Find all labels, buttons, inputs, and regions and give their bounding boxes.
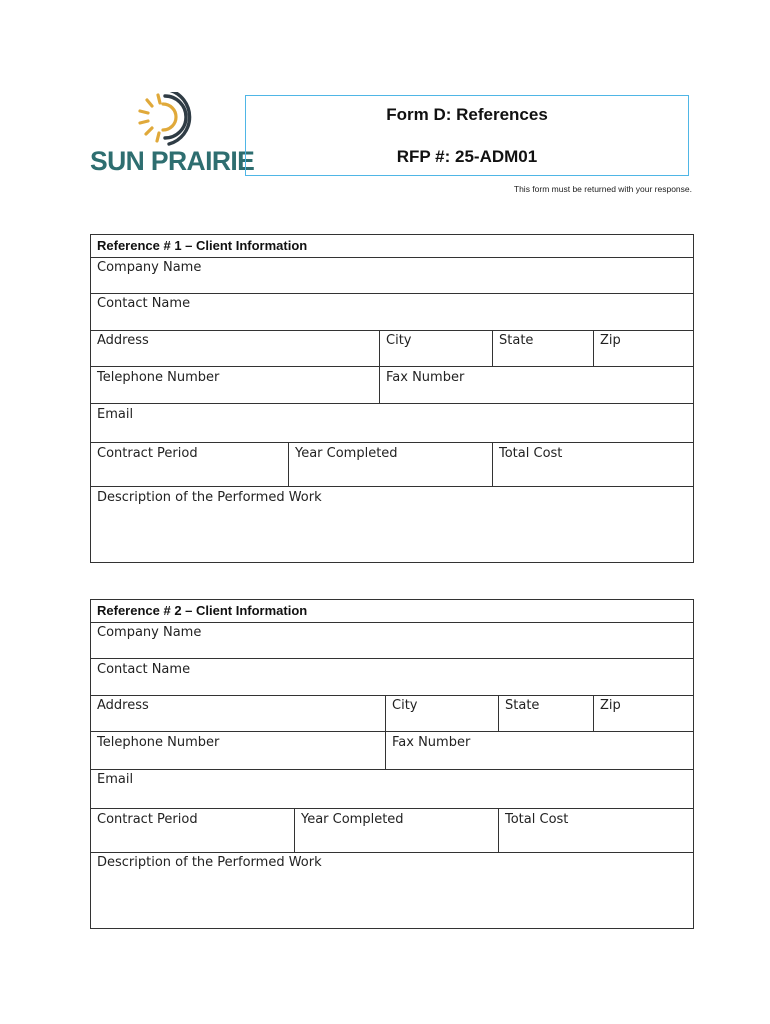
description-field[interactable]: Description of the Performed Work xyxy=(97,855,322,870)
email-field[interactable]: Email xyxy=(97,772,134,787)
form-title: Form D: References xyxy=(386,105,548,124)
zip-field[interactable]: Zip xyxy=(600,698,621,713)
fax-field[interactable]: Fax Number xyxy=(392,735,471,750)
reference-2-table xyxy=(90,599,694,929)
logo-wordmark: SUN PRAIRIE xyxy=(90,146,255,176)
company-name-field[interactable]: Company Name xyxy=(97,260,202,275)
city-field[interactable]: City xyxy=(386,333,412,348)
total-cost-field[interactable]: Total Cost xyxy=(505,812,569,827)
reference-heading: Reference # 1 – Client Information xyxy=(97,238,308,253)
return-note: This form must be returned with your response. xyxy=(513,184,692,194)
contact-name-field[interactable]: Contact Name xyxy=(97,662,191,677)
contact-name-field[interactable]: Contact Name xyxy=(97,296,191,311)
address-field[interactable]: Address xyxy=(97,698,149,713)
sun-logo-icon xyxy=(136,92,196,148)
contract-period-field[interactable]: Contract Period xyxy=(97,812,198,827)
rfp-number: RFP #: 25-ADM01 xyxy=(396,147,538,166)
address-field[interactable]: Address xyxy=(97,333,149,348)
total-cost-field[interactable]: Total Cost xyxy=(499,446,563,461)
email-field[interactable]: Email xyxy=(97,407,134,422)
title-box xyxy=(245,95,689,176)
state-field[interactable]: State xyxy=(499,333,534,348)
sun-prairie-logo xyxy=(88,92,255,182)
fax-field[interactable]: Fax Number xyxy=(386,370,465,385)
year-completed-field[interactable]: Year Completed xyxy=(301,812,404,827)
state-field[interactable]: State xyxy=(505,698,540,713)
telephone-field[interactable]: Telephone Number xyxy=(97,370,220,385)
telephone-field[interactable]: Telephone Number xyxy=(97,735,220,750)
year-completed-field[interactable]: Year Completed xyxy=(295,446,398,461)
city-field[interactable]: City xyxy=(392,698,418,713)
zip-field[interactable]: Zip xyxy=(600,333,621,348)
reference-1-table xyxy=(90,234,694,563)
description-field[interactable]: Description of the Performed Work xyxy=(97,490,322,505)
contract-period-field[interactable]: Contract Period xyxy=(97,446,198,461)
reference-heading: Reference # 2 – Client Information xyxy=(97,603,308,618)
company-name-field[interactable]: Company Name xyxy=(97,625,202,640)
